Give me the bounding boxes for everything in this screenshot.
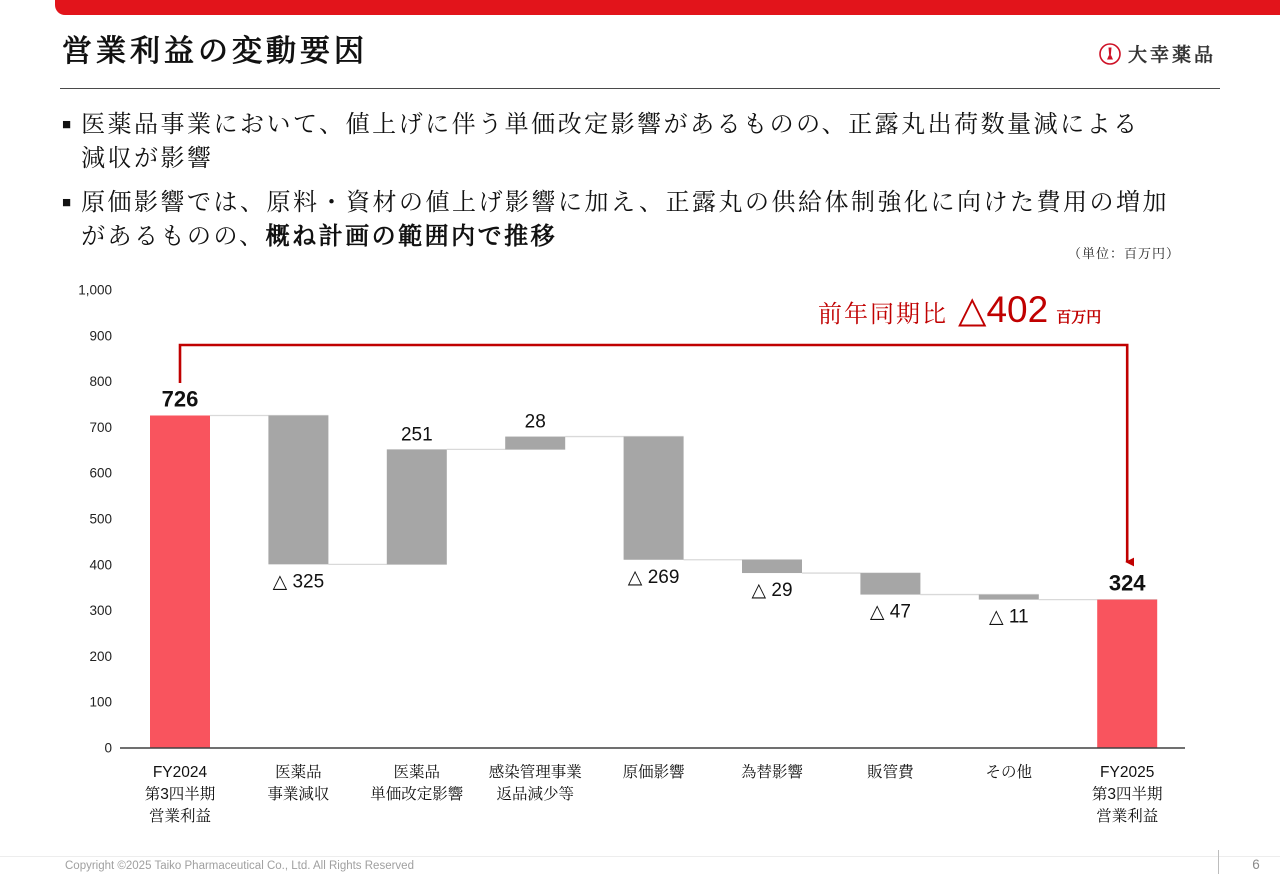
bullet-line: 原価影響では、原料・資材の値上げ影響に加え、正露丸の供給体制強化に向けた費用の増加 (81, 189, 1169, 216)
x-axis-category-label: 販管費 (867, 764, 914, 781)
x-axis-category-label: 営業利益 (1096, 808, 1159, 825)
y-axis-tick: 300 (89, 603, 112, 619)
annotation-unit: 百万円 (1056, 309, 1102, 326)
y-axis-tick: 0 (104, 740, 112, 756)
page-number-divider (1218, 850, 1219, 874)
y-axis-tick: 800 (89, 374, 112, 390)
x-axis-category-label: 感染管理事業 (488, 764, 582, 781)
bullet-line: 医薬品事業において、値上げに伴う単価改定影響があるものの、正露丸出荷数量減による (81, 111, 1140, 138)
y-axis-tick: 900 (89, 328, 112, 344)
y-axis-tick: 1,000 (78, 282, 112, 298)
bar-value-label: 726 (161, 386, 199, 412)
waterfall-bar (742, 560, 802, 573)
x-axis-category-label: FY2024 (152, 764, 208, 781)
x-axis-category-label: 第3四半期 (144, 786, 216, 803)
y-axis-tick: 100 (89, 694, 112, 710)
x-axis-category-label: FY2025 (1100, 764, 1155, 781)
bar-value-label: △ 269 (627, 566, 680, 588)
bar-value-label: △ 29 (751, 580, 793, 602)
x-axis-category-label: 単価改定影響 (370, 786, 464, 803)
waterfall-bar (268, 415, 328, 564)
page-number: 6 (1252, 857, 1260, 872)
bar-value-label: △ 325 (272, 571, 325, 593)
x-axis-category-label: 為替影響 (740, 764, 804, 781)
y-axis-tick: 400 (89, 557, 112, 573)
x-axis-category-label: 医薬品 (393, 764, 441, 781)
x-axis-category-label: 医薬品 (275, 764, 322, 781)
yoy-annotation (818, 288, 1101, 331)
waterfall-bar (387, 449, 447, 564)
bullet-square-icon: ■ (62, 194, 72, 211)
y-axis-tick: 600 (89, 465, 112, 481)
waterfall-bar (860, 573, 920, 595)
x-axis-category-label: 第3四半期 (1091, 786, 1163, 803)
page-title: 営業利益の変動要因 (62, 35, 368, 68)
bar-value-label: 324 (1108, 570, 1146, 596)
y-axis-tick: 700 (89, 419, 112, 435)
bullet-line: 減収が影響 (81, 145, 214, 172)
waterfall-bar (624, 437, 684, 560)
unit-label: （単位：百万円） (1067, 246, 1180, 261)
bar-value-label: 251 (400, 424, 433, 446)
waterfall-bar (505, 437, 565, 450)
bar-value-label: △ 47 (869, 601, 911, 623)
bullet-square-icon: ■ (62, 116, 72, 133)
waterfall-bar (1097, 600, 1157, 748)
y-axis-tick: 200 (89, 648, 112, 664)
bar-value-label: 28 (524, 411, 546, 433)
footer-divider (0, 856, 1280, 857)
annotation-prefix: 前年同期比 (818, 301, 948, 328)
x-axis-category-label: 事業減収 (267, 786, 330, 803)
copyright-text: Copyright ©2025 Taiko Pharmaceutical Co., Ltd. All Rights Reserved (65, 860, 414, 872)
bar-value-label: △ 11 (988, 606, 1029, 628)
y-axis-tick: 500 (89, 511, 112, 527)
x-axis-category-label: 原価影響 (622, 764, 685, 781)
bullet-line-bold: 概ね計画の範囲内で推移 (265, 223, 558, 250)
annotation-value: △402 (958, 289, 1049, 330)
x-axis-category-label: その他 (985, 764, 1033, 781)
x-axis-category-label: 返品減少等 (496, 786, 574, 803)
waterfall-bar (979, 595, 1039, 600)
x-axis-category-label: 営業利益 (148, 808, 212, 825)
waterfall-bar (150, 415, 210, 748)
bullet-line: があるものの、 (81, 223, 266, 250)
logo-text: 大幸薬品 (1127, 45, 1216, 66)
